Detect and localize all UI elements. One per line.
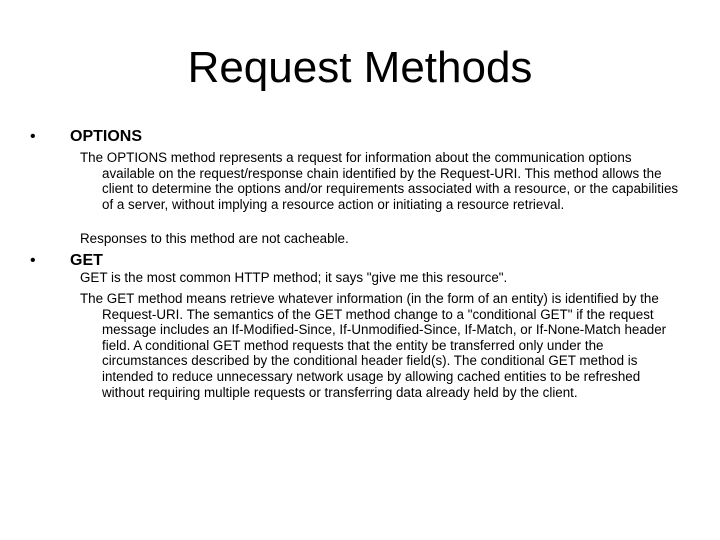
bullet-heading-get: GET bbox=[70, 252, 103, 269]
get-summary: GET is the most common HTTP method; it says "give me this resource". bbox=[80, 270, 508, 285]
slide-title: Request Methods bbox=[187, 43, 533, 92]
get-description: The GET method means retrieve whatever information (in the form of an entity) is identified by the Request-URI. The semantics of the GET method change to a "conditional GET" if the request message includes an If-Modified-Since, If-Unmodified-Since, If-Match, or If-None-Match header field. A conditional GET method requests that the entity be transferred only under the circumstances described by the conditional header field(s). The conditional GET method is intended to reduce unnecessary network usage by allowing cached entities to be refreshed without requiring multiple requests or transferring data already held by the client. bbox=[80, 291, 667, 400]
options-cache-note: Responses to this method are not cacheable. bbox=[80, 231, 349, 246]
bullet-icon: • bbox=[30, 128, 36, 145]
bullet-heading-options: OPTIONS bbox=[70, 128, 143, 145]
bullet-icon: • bbox=[30, 252, 36, 269]
options-description: The OPTIONS method represents a request for information about the communication options available on the request/response chain identified by the Request-URI. This method allows the client to determine the options and/or requirements associated with a resource, or the capabilities of a server, without implying a resource action or initiating a resource retrieval. bbox=[80, 150, 679, 212]
